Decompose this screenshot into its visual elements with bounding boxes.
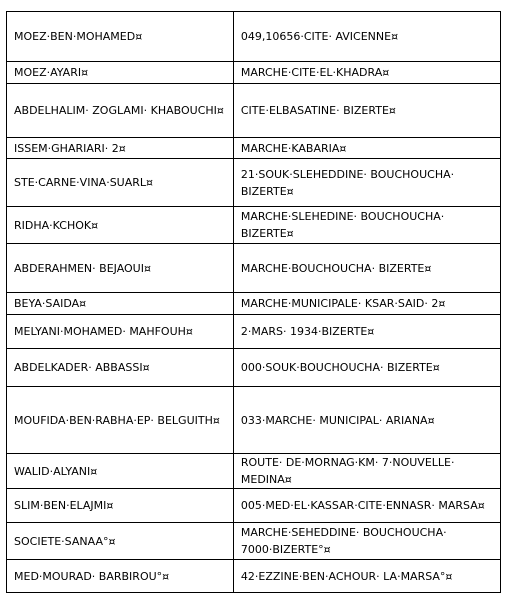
- merchant-name-cell: MELYANI·MOHAMED· MAHFOUH¤: [7, 315, 234, 349]
- merchant-address-cell: 42·EZZINE·BEN·ACHOUR· LA·MARSA°¤: [233, 560, 500, 593]
- table-row: [7, 349, 501, 387]
- table-row: [7, 315, 501, 349]
- merchant-name-cell: ISSEM·GHARIARI· 2¤: [7, 138, 234, 159]
- merchant-address-cell: MARCHE·SLEHEDINE· BOUCHOUCHA· BIZERTE¤: [233, 207, 500, 244]
- merchant-address-cell: CITE·ELBASATINE· BIZERTE¤: [233, 84, 500, 138]
- table-row: [7, 159, 501, 207]
- merchant-name-cell: ABDERAHMEN· BEJAOUI¤: [7, 244, 234, 293]
- merchant-address-cell: MARCHE·CITE·EL·KHADRA¤: [233, 62, 500, 84]
- merchant-name-cell: MOUFIDA·BEN·RABHA·EP· BELGUITH¤: [7, 387, 234, 454]
- merchant-address-cell: 000·SOUK·BOUCHOUCHA· BIZERTE¤: [233, 349, 500, 387]
- table-row: [7, 244, 501, 293]
- table-row: [7, 293, 501, 315]
- table-row: [7, 207, 501, 244]
- table-row: [7, 560, 501, 593]
- merchant-address-cell: 033·MARCHE· MUNICIPAL· ARIANA¤: [233, 387, 500, 454]
- merchant-address-cell: 2·MARS· 1934·BIZERTE¤: [233, 315, 500, 349]
- merchant-name-cell: STE·CARNE·VINA·SUARL¤: [7, 159, 234, 207]
- merchant-name-cell: ABDELKADER· ABBASSI¤: [7, 349, 234, 387]
- table-row: [7, 489, 501, 523]
- merchant-address-cell: MARCHE·SEHEDDINE· BOUCHOUCHA· 7000·BIZERTE°¤: [233, 523, 500, 560]
- table-row: [7, 62, 501, 84]
- merchant-name-cell: MOEZ·AYARI¤: [7, 62, 234, 84]
- merchant-name-cell: SLIM·BEN·ELAJMI¤: [7, 489, 234, 523]
- table-row: [7, 12, 501, 62]
- merchant-address-cell: MARCHE·KABARIA¤: [233, 138, 500, 159]
- merchant-name-cell: ABDELHALIM· ZOGLAMI· KHABOUCHI¤: [7, 84, 234, 138]
- table-row: [7, 454, 501, 489]
- merchant-name-cell: SOCIETE·SANAA°¤: [7, 523, 234, 560]
- merchant-address-cell: 21·SOUK·SLEHEDDINE· BOUCHOUCHA· BIZERTE¤: [233, 159, 500, 207]
- merchant-address-cell: ROUTE· DE·MORNAG·KM· 7·NOUVELLE· MEDINA¤: [233, 454, 500, 489]
- merchant-name-cell: WALID·ALYANI¤: [7, 454, 234, 489]
- merchant-name-cell: RIDHA·KCHOK¤: [7, 207, 234, 244]
- merchant-name-cell: MOEZ·BEN·MOHAMED¤: [7, 12, 234, 62]
- merchant-address-cell: MARCHE·BOUCHOUCHA· BIZERTE¤: [233, 244, 500, 293]
- merchant-name-cell: MED·MOURAD· BARBIROU°¤: [7, 560, 234, 593]
- merchant-address-cell: MARCHE·MUNICIPALE· KSAR·SAID· 2¤: [233, 293, 500, 315]
- table-row: [7, 387, 501, 454]
- table-row: [7, 138, 501, 159]
- merchant-address-cell: 049,10656·CITE· AVICENNE¤: [233, 12, 500, 62]
- merchant-address-cell: 005·MED·EL·KASSAR·CITE·ENNASR· MARSA¤: [233, 489, 500, 523]
- table-row: [7, 523, 501, 560]
- merchant-table: [6, 11, 501, 593]
- merchant-name-cell: BEYA·SAIDA¤: [7, 293, 234, 315]
- table-row: [7, 84, 501, 138]
